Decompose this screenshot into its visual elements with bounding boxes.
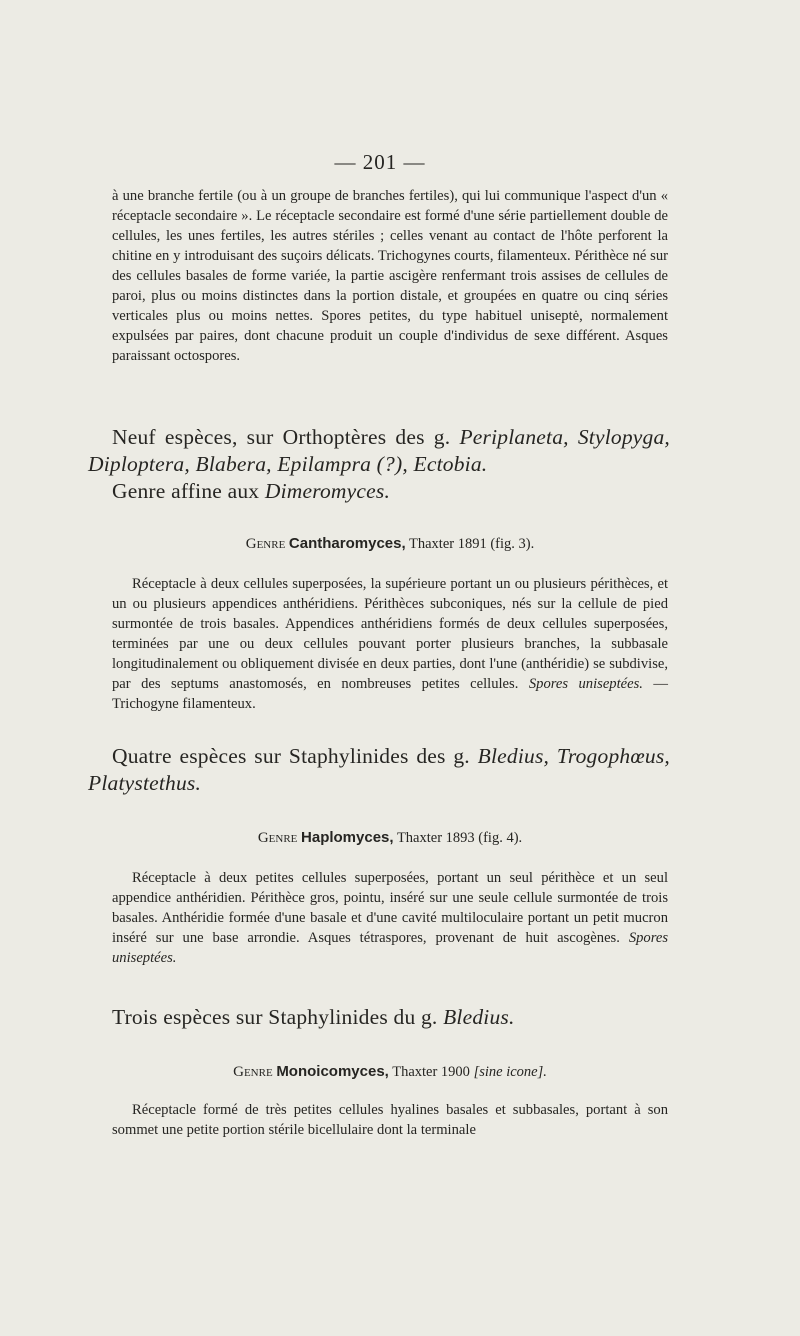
genre3-citation-italic: [sine icone]. (473, 1064, 547, 1080)
intro-text: à une branche fertile (ou à un groupe de branches fertiles), qui lui communique l'aspect d'un « réceptacle secondaire ». Le réceptacle secondaire est formé d'une série partiellement double de cellules, les unes fertiles, les autres stériles ; celles venant au contact de l'hôte perforent la chitine en y introduisant des suçoirs délicats. Trichogynes courts, filamenteux. Périthèce né sur des cellules basales de forme variée, la partie ascigère renfermant trois assises de cellules de paroi, plus ou moins distinctes dans la portion distale, et groupées en quatre ou cinq séries verticales plus ou moins nettes. Spores petites, du type habituel uniseptė, normalement expulsées par paires, dont chacune produit un couple d'individus de sexe différent. Asques paraissant octospores. (112, 188, 668, 364)
genre1-citation: Thaxter 1891 (fig. 3). (409, 536, 535, 552)
section1-line (88, 424, 670, 478)
genre3-heading (112, 1063, 668, 1081)
section3-lead: Trois espèces sur Staphylinides du g. (112, 1005, 444, 1029)
section2-line (88, 743, 670, 797)
genre2-spores: Spores uniseptées. (112, 930, 668, 966)
genre2-description-text: Réceptacle à deux petites cellules superposées, portant un seul périthèce et un seul appendice anthéridien. Périthèce gros, pointu, inséré sur une seule cellule surmontée de trois basales. Anthéridie formée d'une basale et d'une cavité multiloculaire portant un petit mucron inséré sur une base arrondie. Asques tétraspores, provenant de huit ascogènes. (112, 870, 668, 946)
genre3-citation: Thaxter 1900 (392, 1064, 474, 1080)
genre1-description-text: Réceptacle à deux cellules superposées, la supérieure portant un ou plusieurs périthèces, et un ou plusieurs appendices anthéridiens. Périthèces subconiques, nés sur la cellule de pied surmontée de trois basales. Appendices anthéridiens formés de deux cellules superposées, terminées par une ou deux cellules pouvant porter plusieurs branches, la subbasale longitudinalement ou obliquement divisée en deux parties, dont l'une (anthéridie) se subdivise, par des septums anastomosés, en nombreuses petites cellules. (112, 576, 668, 692)
genre2-heading (112, 829, 668, 847)
section1-affinity-genus: Dimeromyces. (264, 479, 391, 503)
genre2-name: Haplomyces, (301, 829, 394, 846)
section3-genera: Bledius. (443, 1005, 515, 1029)
section1-affinity (88, 478, 670, 505)
genre1-spores: Spores uniseptées. (528, 676, 643, 692)
genre2-citation: Thaxter 1893 (fig. 4). (396, 830, 523, 846)
genre2-text (112, 868, 668, 968)
genre2-prefix: Genre (257, 830, 298, 846)
section2-lead: Quatre espèces sur Staphylinides des g. (112, 744, 478, 768)
genre1-heading (112, 535, 668, 553)
genre2-description (112, 868, 668, 968)
intro-paragraph (112, 186, 668, 366)
genre1-prefix: Genre (245, 536, 286, 552)
genre3-prefix: Genre (233, 1064, 273, 1080)
section3-line (88, 1004, 670, 1031)
section3-summary (88, 1004, 670, 1031)
genre1-trichogyne: — Trichogyne filamenteux. (112, 676, 668, 712)
section1-summary (88, 424, 670, 505)
section1-affinity-prefix: Genre affine aux (112, 479, 265, 503)
section2-summary (88, 743, 670, 797)
genre3-description (112, 1100, 668, 1140)
section1-lead: Neuf espèces, sur Orthoptères des g. (112, 425, 460, 449)
genre3-name: Monoicomyces, (276, 1063, 389, 1080)
page-number: — 201 — (334, 150, 426, 174)
genre1-name: Cantharomyces, (288, 535, 406, 552)
section1-genera: Periplaneta, Stylopyga, Diploptera, Blabera, Epilampra (?), Ectobia. (88, 425, 671, 476)
genre1-text (112, 574, 668, 714)
section2-genera: Bledius, Trogophœus, Platystethus. (88, 744, 670, 795)
genre3-text: Réceptacle formé de très petites cellules hyalines basales et subbasales, portant à son sommet une petite portion stérile bicellulaire dont la terminale (112, 1102, 668, 1138)
genre1-description (112, 574, 668, 714)
